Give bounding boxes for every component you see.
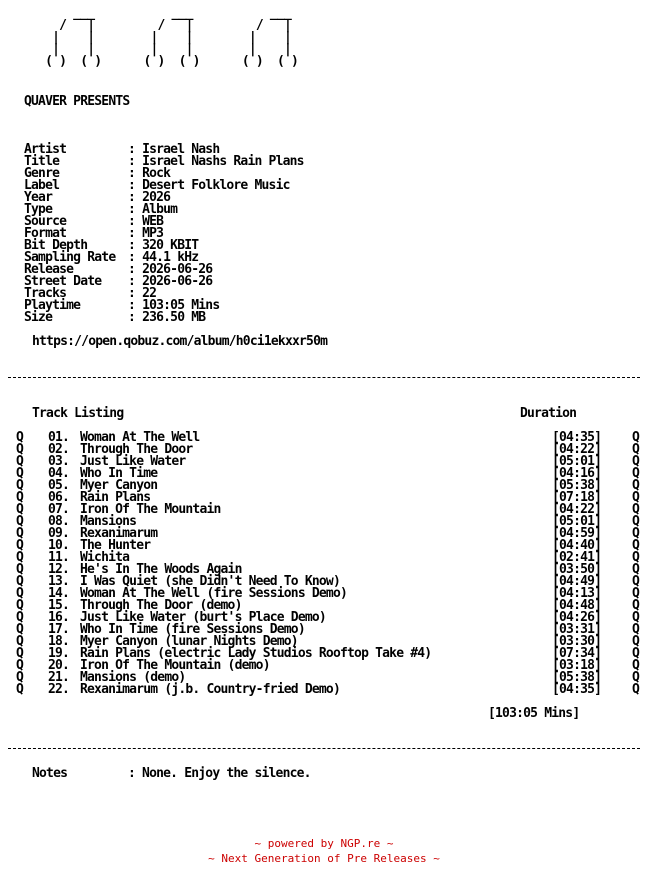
track-duration: [03:50]	[552, 562, 602, 577]
release-field-key: Artist	[24, 142, 67, 157]
track-marker-right: Q	[632, 682, 640, 697]
track-marker-left: Q	[16, 682, 24, 697]
track-marker-right: Q	[632, 586, 640, 601]
release-field-separator: :	[128, 154, 143, 169]
release-field-value: Album	[142, 202, 178, 217]
track-marker-right: Q	[632, 538, 640, 553]
track-title: Just Like Water	[80, 454, 186, 469]
track-number: 15.	[48, 598, 70, 613]
track-title: Just Like Water (burt's Place Demo)	[80, 610, 326, 625]
track-duration: [04:35]	[552, 682, 602, 697]
track-marker-left: Q	[16, 538, 24, 553]
track-title: Woman At The Well (fire Sessions Demo)	[80, 586, 348, 601]
track-number: 07.	[48, 502, 70, 517]
release-field-value: 2026-06-26	[142, 274, 213, 289]
track-marker-left: Q	[16, 622, 24, 637]
release-field-separator: :	[128, 250, 143, 265]
track-marker-right: Q	[632, 514, 640, 529]
track-duration: [03:18]	[552, 658, 602, 673]
release-field-key: Playtime	[24, 298, 81, 313]
track-marker-right: Q	[632, 670, 640, 685]
track-marker-left: Q	[16, 658, 24, 673]
track-marker-right: Q	[632, 454, 640, 469]
track-listing-heading: Track Listing	[32, 406, 124, 421]
track-marker-right: Q	[632, 646, 640, 661]
release-field-separator: :	[128, 178, 143, 193]
track-number: 03.	[48, 454, 70, 469]
track-marker-right: Q	[632, 562, 640, 577]
release-field-value: 2026	[142, 190, 171, 205]
track-number: 05.	[48, 478, 70, 493]
track-duration: [05:01]	[552, 514, 602, 529]
track-marker-left: Q	[16, 514, 24, 529]
release-field-separator: :	[128, 190, 143, 205]
release-field-separator: :	[128, 262, 143, 277]
divider-bottom	[8, 748, 640, 749]
release-field-key: Bit Depth	[24, 238, 88, 253]
track-marker-right: Q	[632, 490, 640, 505]
track-title: Wichita	[80, 550, 130, 565]
track-number: 10.	[48, 538, 70, 553]
release-field-value: 22	[142, 286, 157, 301]
presents-heading: QUAVER PRESENTS	[24, 94, 130, 109]
track-marker-right: Q	[632, 430, 640, 445]
release-field-separator: :	[128, 286, 143, 301]
track-title: Myer Canyon (lunar Nights Demo)	[80, 634, 298, 649]
release-field-key: Year	[24, 190, 53, 205]
release-field-separator: :	[128, 202, 143, 217]
footer-tagline: ~ Next Generation of Pre Releases ~	[208, 852, 440, 865]
release-field-separator: :	[128, 214, 143, 229]
track-number: 06.	[48, 490, 70, 505]
release-field-separator: :	[128, 142, 143, 157]
release-field-key: Release	[24, 262, 74, 277]
track-marker-left: Q	[16, 526, 24, 541]
track-marker-left: Q	[16, 442, 24, 457]
track-marker-left: Q	[16, 670, 24, 685]
track-number: 09.	[48, 526, 70, 541]
track-marker-right: Q	[632, 574, 640, 589]
track-title: Iron Of The Mountain	[80, 502, 221, 517]
track-duration: [03:30]	[552, 634, 602, 649]
track-title: Woman At The Well	[80, 430, 200, 445]
track-duration: [04:48]	[552, 598, 602, 613]
track-number: 14.	[48, 586, 70, 601]
release-field-value: Israel Nash	[142, 142, 220, 157]
track-title: I Was Quiet (she Didn't Need To Know)	[80, 574, 340, 589]
track-marker-right: Q	[632, 598, 640, 613]
release-field-key: Street Date	[24, 274, 102, 289]
release-field-separator: :	[128, 226, 143, 241]
track-marker-right: Q	[632, 550, 640, 565]
track-title: The Hunter	[80, 538, 151, 553]
divider-top	[8, 377, 640, 378]
track-duration: [02:41]	[552, 550, 602, 565]
track-duration: [04:49]	[552, 574, 602, 589]
track-marker-left: Q	[16, 478, 24, 493]
release-field-value: Israel Nashs Rain Plans	[142, 154, 304, 169]
release-field-value: 2026-06-26	[142, 262, 213, 277]
track-marker-left: Q	[16, 610, 24, 625]
track-title: Rexanimarum	[80, 526, 158, 541]
release-field-value: Desert Folklore Music	[142, 178, 290, 193]
release-url[interactable]: https://open.qobuz.com/album/h0ci1ekxxr50m	[32, 334, 328, 349]
track-number: 21.	[48, 670, 70, 685]
footer-powered-by: ~ powered by NGP.re ~	[254, 837, 394, 850]
track-number: 08.	[48, 514, 70, 529]
track-duration: [07:34]	[552, 646, 602, 661]
release-field	[24, 312, 304, 324]
release-field-key: Format	[24, 226, 67, 241]
track-number: 20.	[48, 658, 70, 673]
release-field-key: Type	[24, 202, 53, 217]
duration-heading: Duration	[520, 406, 577, 421]
track-title: Who In Time (fire Sessions Demo)	[80, 622, 305, 637]
track-title: Rexanimarum (j.b. Country-fried Demo)	[80, 682, 340, 697]
track-number: 18.	[48, 634, 70, 649]
track-number: 11.	[48, 550, 70, 565]
track-marker-left: Q	[16, 466, 24, 481]
release-field-value: 320 KBIT	[142, 238, 199, 253]
track-marker-left: Q	[16, 490, 24, 505]
track-title: Rain Plans	[80, 490, 151, 505]
track-title: Through The Door (demo)	[80, 598, 242, 613]
track-marker-right: Q	[632, 466, 640, 481]
track-number: 01.	[48, 430, 70, 445]
track-number: 13.	[48, 574, 70, 589]
track-title: Mansions (demo)	[80, 670, 186, 685]
track-list	[16, 432, 644, 696]
release-field-separator: :	[128, 310, 143, 325]
track-title: Iron Of The Mountain (demo)	[80, 658, 270, 673]
release-field-value: 44.1 kHz	[142, 250, 199, 265]
track-title: Through The Door	[80, 442, 193, 457]
track-marker-right: Q	[632, 622, 640, 637]
track-marker-left: Q	[16, 574, 24, 589]
release-field-separator: :	[128, 274, 143, 289]
track-row	[16, 684, 644, 696]
track-marker-right: Q	[632, 610, 640, 625]
track-duration: [05:38]	[552, 670, 602, 685]
release-field-value: MP3	[142, 226, 164, 241]
release-field-separator: :	[128, 166, 143, 181]
track-duration: [04:59]	[552, 526, 602, 541]
track-marker-left: Q	[16, 562, 24, 577]
release-field-value: 236.50 MB	[142, 310, 206, 325]
track-marker-right: Q	[632, 478, 640, 493]
track-duration: [07:18]	[552, 490, 602, 505]
track-marker-right: Q	[632, 658, 640, 673]
track-title: Mansions	[80, 514, 137, 529]
track-number: 16.	[48, 610, 70, 625]
track-title: He's In The Woods Again	[80, 562, 242, 577]
track-number: 04.	[48, 466, 70, 481]
release-field-separator: :	[128, 298, 143, 313]
track-marker-right: Q	[632, 442, 640, 457]
release-field-key: Title	[24, 154, 60, 169]
notes-label: Notes	[32, 766, 68, 781]
release-field-key: Sampling Rate	[24, 250, 116, 265]
total-playtime: [103:05 Mins]	[488, 706, 580, 721]
release-field-value: 103:05 Mins	[142, 298, 220, 313]
track-number: 22.	[48, 682, 70, 697]
track-marker-right: Q	[632, 634, 640, 649]
notes-value: : None. Enjoy the silence.	[128, 766, 311, 781]
track-marker-right: Q	[632, 502, 640, 517]
track-number: 17.	[48, 622, 70, 637]
track-marker-left: Q	[16, 454, 24, 469]
track-title: Who In Time	[80, 466, 158, 481]
track-duration: [04:26]	[552, 610, 602, 625]
release-info	[24, 144, 304, 324]
track-marker-right: Q	[632, 526, 640, 541]
release-field-key: Label	[24, 178, 60, 193]
track-marker-left: Q	[16, 430, 24, 445]
track-duration: [04:22]	[552, 442, 602, 457]
release-field-key: Genre	[24, 166, 60, 181]
track-marker-left: Q	[16, 646, 24, 661]
release-field-key: Tracks	[24, 286, 67, 301]
track-title: Myer Canyon	[80, 478, 158, 493]
track-duration: [04:13]	[552, 586, 602, 601]
track-marker-left: Q	[16, 634, 24, 649]
release-field-separator: :	[128, 238, 143, 253]
release-field-key: Size	[24, 310, 53, 325]
track-marker-left: Q	[16, 550, 24, 565]
track-duration: [05:01]	[552, 454, 602, 469]
track-marker-left: Q	[16, 598, 24, 613]
track-marker-left: Q	[16, 586, 24, 601]
release-field-value: WEB	[142, 214, 164, 229]
release-field-key: Source	[24, 214, 67, 229]
track-number: 12.	[48, 562, 70, 577]
track-title: Rain Plans (electric Lady Studios Rooftop Take #4)	[80, 646, 432, 661]
track-duration: [05:38]	[552, 478, 602, 493]
ascii-logo: ___ ___ ___ / | / | / | | | | | | | | | | | | | ( ) ( ) ( ) ( ) ( ) ( )	[45, 6, 299, 69]
track-duration: [04:22]	[552, 502, 602, 517]
track-duration: [04:16]	[552, 466, 602, 481]
release-field-value: Rock	[142, 166, 171, 181]
track-marker-left: Q	[16, 502, 24, 517]
track-duration: [04:35]	[552, 430, 602, 445]
track-number: 19.	[48, 646, 70, 661]
track-number: 02.	[48, 442, 70, 457]
track-duration: [03:31]	[552, 622, 602, 637]
track-duration: [04:40]	[552, 538, 602, 553]
